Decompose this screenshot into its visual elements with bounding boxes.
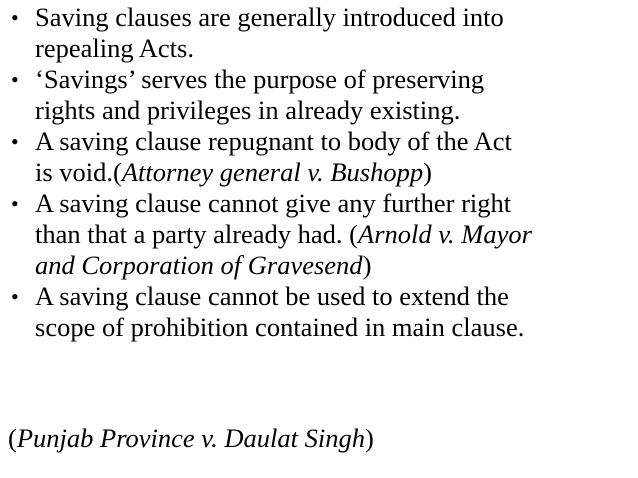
bullet-dot-icon: •	[11, 129, 19, 154]
bullet-dot-icon: •	[11, 191, 19, 216]
bullet-4-line-2-pre: than that a party already had. (	[35, 219, 359, 249]
bullet-item-1	[8, 2, 633, 64]
bullet-item-2	[8, 64, 633, 126]
footer-pre: (	[8, 423, 17, 453]
case-citation: Attorney general v. Bushopp	[121, 157, 424, 187]
bullet-5-line-1: A saving clause cannot be used to extend the	[35, 281, 509, 311]
bullet-dot-icon: •	[11, 284, 19, 309]
bullet-4-line-3-post: )	[362, 250, 372, 280]
bullet-3-line-2-pre: is void.(	[35, 157, 122, 187]
footer-post: )	[364, 423, 374, 453]
bullet-4-line-2	[35, 219, 633, 250]
bullet-item-5	[8, 281, 633, 343]
case-citation: and Corporation of Gravesend	[35, 250, 363, 280]
bullet-list	[8, 2, 633, 343]
bullet-5-line-2: scope of prohibition contained in main clause.	[35, 312, 525, 342]
bullet-2-line-1: ‘Savings’ serves the purpose of preserving	[35, 64, 485, 94]
bullet-1-line-2: repealing Acts.	[35, 33, 194, 63]
case-citation: Punjab Province v. Daulat Singh	[16, 423, 365, 453]
bullet-2-line-2: rights and privileges in already existing.	[35, 95, 461, 125]
bullet-item-4	[8, 188, 633, 281]
bullet-dot-icon: •	[11, 67, 19, 92]
bullet-3-line-2-post: )	[423, 157, 432, 187]
bullet-4-line-1: A saving clause cannot give any further right	[35, 188, 512, 218]
bullet-3-line-1: A saving clause repugnant to body of the Act	[35, 126, 512, 156]
bullet-3-line-2	[35, 157, 633, 188]
footer-citation	[8, 423, 374, 454]
bullet-1-line-1: Saving clauses are generally introduced into	[35, 2, 504, 32]
case-citation: Arnold v. Mayor	[358, 219, 532, 249]
bullet-4-line-3	[35, 250, 633, 281]
bullet-dot-icon: •	[11, 5, 19, 30]
bullet-item-3	[8, 126, 633, 188]
